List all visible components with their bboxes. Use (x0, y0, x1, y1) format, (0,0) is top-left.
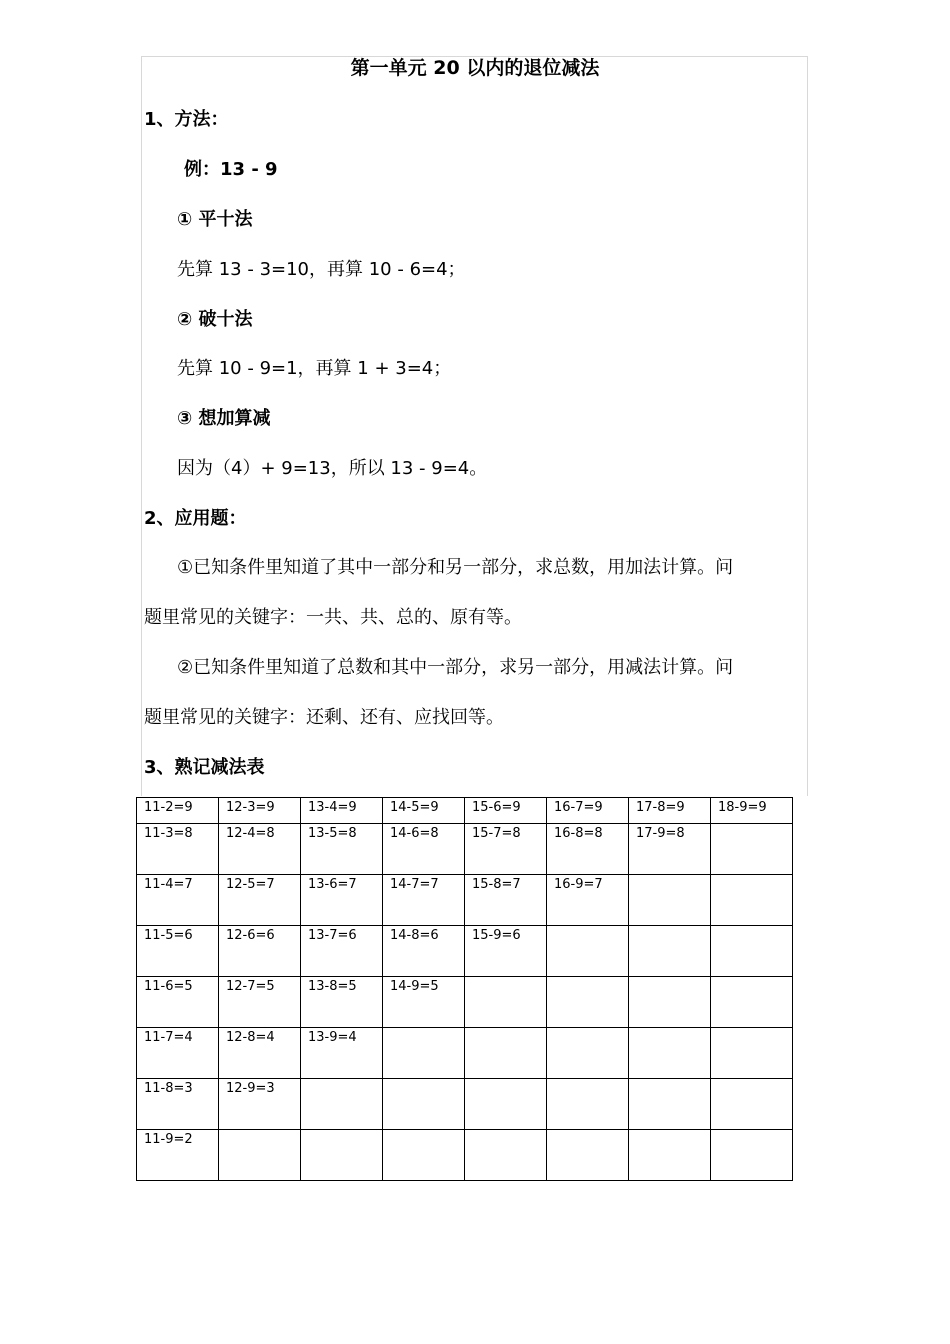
table-cell: 13-5=8 (301, 824, 383, 875)
table-cell (629, 1028, 711, 1079)
table-cell: 11-9=2 (137, 1130, 219, 1181)
table-cell (219, 1130, 301, 1181)
method-3-text: 因为（4）+ 9=13，所以 13 - 9=4。 (177, 458, 488, 479)
method-1-text: 先算 13 - 3=10，再算 10 - 6=4； (177, 259, 466, 280)
table-cell (629, 1130, 711, 1181)
table-cell: 11-8=3 (137, 1079, 219, 1130)
table-cell: 15-8=7 (465, 875, 547, 926)
method-1-title: ① 平十法 (177, 209, 253, 230)
table-cell (547, 1079, 629, 1130)
rule-1-line-1: ①已知条件里知道了其中一部分和另一部分，求总数，用加法计算。问 (177, 557, 734, 578)
method-2-title: ② 破十法 (177, 309, 253, 330)
table-cell: 18-9=9 (711, 798, 793, 824)
table-row (137, 926, 793, 977)
table-cell: 14-8=6 (383, 926, 465, 977)
section-1-heading: 1、方法： (144, 109, 229, 130)
table-cell: 12-7=5 (219, 977, 301, 1028)
table-row (137, 1028, 793, 1079)
table-cell: 17-8=9 (629, 798, 711, 824)
table-cell (711, 1079, 793, 1130)
section-2-heading: 2、应用题： (144, 508, 247, 529)
example-label: 例：13 - 9 (184, 159, 278, 180)
table-cell: 12-8=4 (219, 1028, 301, 1079)
table-cell (711, 926, 793, 977)
table-cell (629, 977, 711, 1028)
table-row (137, 977, 793, 1028)
table-cell: 11-5=6 (137, 926, 219, 977)
table-cell: 11-4=7 (137, 875, 219, 926)
table-cell: 12-4=8 (219, 824, 301, 875)
table-cell (547, 926, 629, 977)
page-title: 第一单元 20 以内的退位减法 (350, 57, 600, 79)
table-cell (711, 875, 793, 926)
table-cell: 13-4=9 (301, 798, 383, 824)
method-3-title: ③ 想加算减 (177, 408, 271, 429)
table-cell: 15-9=6 (465, 926, 547, 977)
table-cell: 13-6=7 (301, 875, 383, 926)
table-cell: 13-9=4 (301, 1028, 383, 1079)
table-cell (301, 1079, 383, 1130)
table-cell (629, 926, 711, 977)
table-cell: 13-7=6 (301, 926, 383, 977)
table-cell (383, 1079, 465, 1130)
table-cell: 16-9=7 (547, 875, 629, 926)
table-cell: 14-6=8 (383, 824, 465, 875)
table-cell (547, 1130, 629, 1181)
table-cell (711, 1130, 793, 1181)
subtraction-table (136, 797, 793, 1181)
table-cell (465, 977, 547, 1028)
table-cell (465, 1130, 547, 1181)
table-cell: 11-7=4 (137, 1028, 219, 1079)
table-cell: 14-9=5 (383, 977, 465, 1028)
table-row (137, 1079, 793, 1130)
table-cell: 17-9=8 (629, 824, 711, 875)
table-cell: 14-5=9 (383, 798, 465, 824)
section-3-heading: 3、熟记减法表 (144, 757, 265, 778)
table-cell (547, 1028, 629, 1079)
table-cell: 11-6=5 (137, 977, 219, 1028)
rule-2-line-1: ②已知条件里知道了总数和其中一部分，求另一部分，用减法计算。问 (177, 657, 734, 678)
table-row (137, 798, 793, 824)
table-cell: 11-3=8 (137, 824, 219, 875)
table-cell (711, 1028, 793, 1079)
table-cell: 15-7=8 (465, 824, 547, 875)
table-cell (629, 875, 711, 926)
table-cell (629, 1079, 711, 1130)
table-cell (711, 977, 793, 1028)
table-cell: 12-9=3 (219, 1079, 301, 1130)
table-cell: 12-6=6 (219, 926, 301, 977)
table-cell: 12-3=9 (219, 798, 301, 824)
table-cell (301, 1130, 383, 1181)
rule-2-line-2: 题里常见的关键字：还剩、还有、应找回等。 (144, 707, 504, 728)
table-cell (547, 977, 629, 1028)
method-2-text: 先算 10 - 9=1，再算 1 + 3=4； (177, 358, 452, 379)
table-cell (465, 1079, 547, 1130)
table-row (137, 875, 793, 926)
table-cell: 13-8=5 (301, 977, 383, 1028)
table-cell (711, 824, 793, 875)
table-row (137, 824, 793, 875)
table-cell: 14-7=7 (383, 875, 465, 926)
table-row (137, 1130, 793, 1181)
table-cell: 16-7=9 (547, 798, 629, 824)
table-cell: 11-2=9 (137, 798, 219, 824)
table-cell (465, 1028, 547, 1079)
table-cell: 15-6=9 (465, 798, 547, 824)
table-cell: 16-8=8 (547, 824, 629, 875)
table-cell: 12-5=7 (219, 875, 301, 926)
rule-1-line-2: 题里常见的关键字：一共、共、总的、原有等。 (144, 607, 522, 628)
table-cell (383, 1130, 465, 1181)
table-cell (383, 1028, 465, 1079)
